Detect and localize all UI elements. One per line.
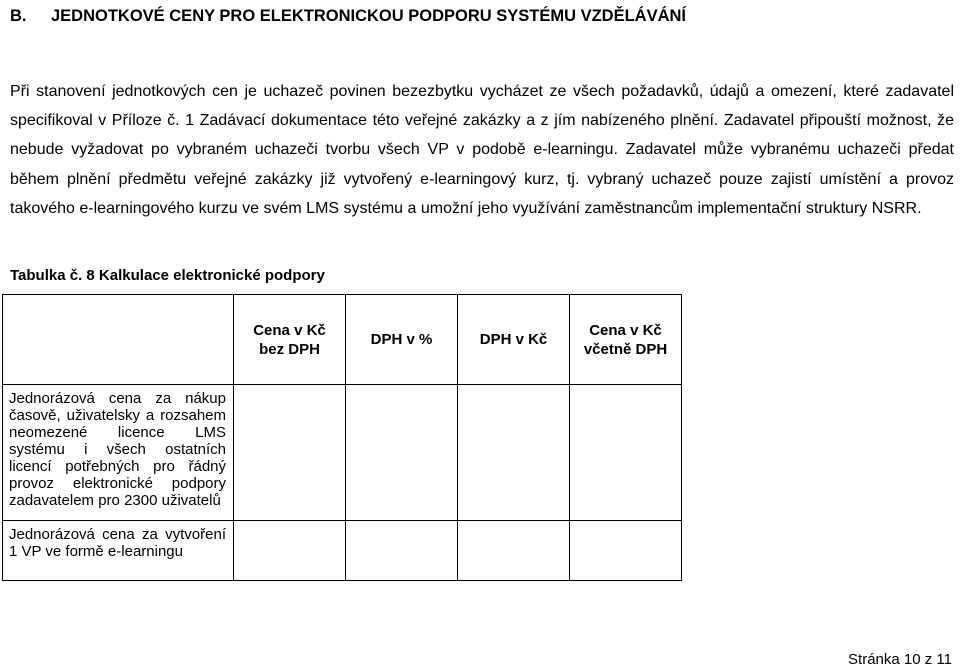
value-cell[interactable] (570, 521, 682, 581)
value-cell[interactable] (346, 521, 458, 581)
paragraph-line: takového e-learningového kurzu ve svém LMS systému a umožní jeho využívání zaměstnancům implementační struktury NSRR. (10, 199, 922, 217)
header-cell-vat-percent: DPH v % (346, 295, 458, 385)
row-label-line: licencí potřebných pro řádný (9, 458, 226, 475)
header-text: včetně DPH (583, 340, 668, 358)
value-cell[interactable] (346, 385, 458, 521)
value-cell[interactable] (458, 521, 570, 581)
page-number: Stránka 10 z 11 (848, 651, 952, 668)
row-label-line: Jednorázová cena za nákup (9, 390, 226, 407)
paragraph-line: nebude vyžadovat po vybraném uchazeči tvorbu všech VP v podobě e-learningu. Zadavatel může vybranému uchazeči předat (10, 141, 954, 159)
header-text: bez DPH (259, 340, 320, 358)
row-label-vp-creation (3, 521, 234, 581)
value-cell[interactable] (570, 385, 682, 521)
table-header-row (3, 295, 682, 385)
header-cell-vat-czk: DPH v Kč (458, 295, 570, 385)
header-text: Cena v Kč (253, 321, 326, 339)
table-caption: Tabulka č. 8 Kalkulace elektronické podpory (10, 267, 325, 284)
row-label-line: 1 VP ve formě e-learningu (9, 543, 183, 560)
header-cell-price-without-vat (234, 295, 346, 385)
section-number: B. (10, 7, 27, 25)
row-label-line: provoz elektronické podpory (9, 475, 226, 492)
value-cell[interactable] (458, 385, 570, 521)
body-paragraph (10, 77, 954, 223)
paragraph-line: specifikoval v Příloze č. 1 Zadávací dokumentace této veřejné zakázky a z jím nabízeného plnění. Zadavatel připouští možnost, že (10, 112, 954, 130)
row-label-line: zadavatelem pro 2300 uživatelů (9, 492, 221, 509)
paragraph-line: během plnění předmětu veřejné zakázky již vytvořený e-learningový kurz, tj. vybraný uchazeč pouze zajistí umístění a provoz (10, 170, 954, 188)
header-cell-price-with-vat (570, 295, 682, 385)
table-row (3, 385, 682, 521)
row-label-line: časově, uživatelsky a rozsahem (9, 407, 226, 424)
header-cell-empty (3, 295, 234, 385)
calculation-table (2, 294, 682, 581)
value-cell[interactable] (234, 385, 346, 521)
value-cell[interactable] (234, 521, 346, 581)
row-label-line: systému i všech ostatních (9, 441, 226, 458)
row-label-line: Jednorázová cena za vytvoření (9, 526, 226, 543)
row-label-line: neomezené licence LMS (9, 424, 226, 441)
paragraph-line: Při stanovení jednotkových cen je uchazeč povinen bezezbytku vycházet ze všech požadavků, údajů a omezení, které zadavatel (10, 83, 954, 100)
section-title: JEDNOTKOVÉ CENY PRO ELEKTRONICKOU PODPORU SYSTÉMU VZDĚLÁVÁNÍ (51, 7, 687, 25)
table-row (3, 521, 682, 581)
row-label-license (3, 385, 234, 521)
header-text: Cena v Kč (589, 321, 662, 339)
